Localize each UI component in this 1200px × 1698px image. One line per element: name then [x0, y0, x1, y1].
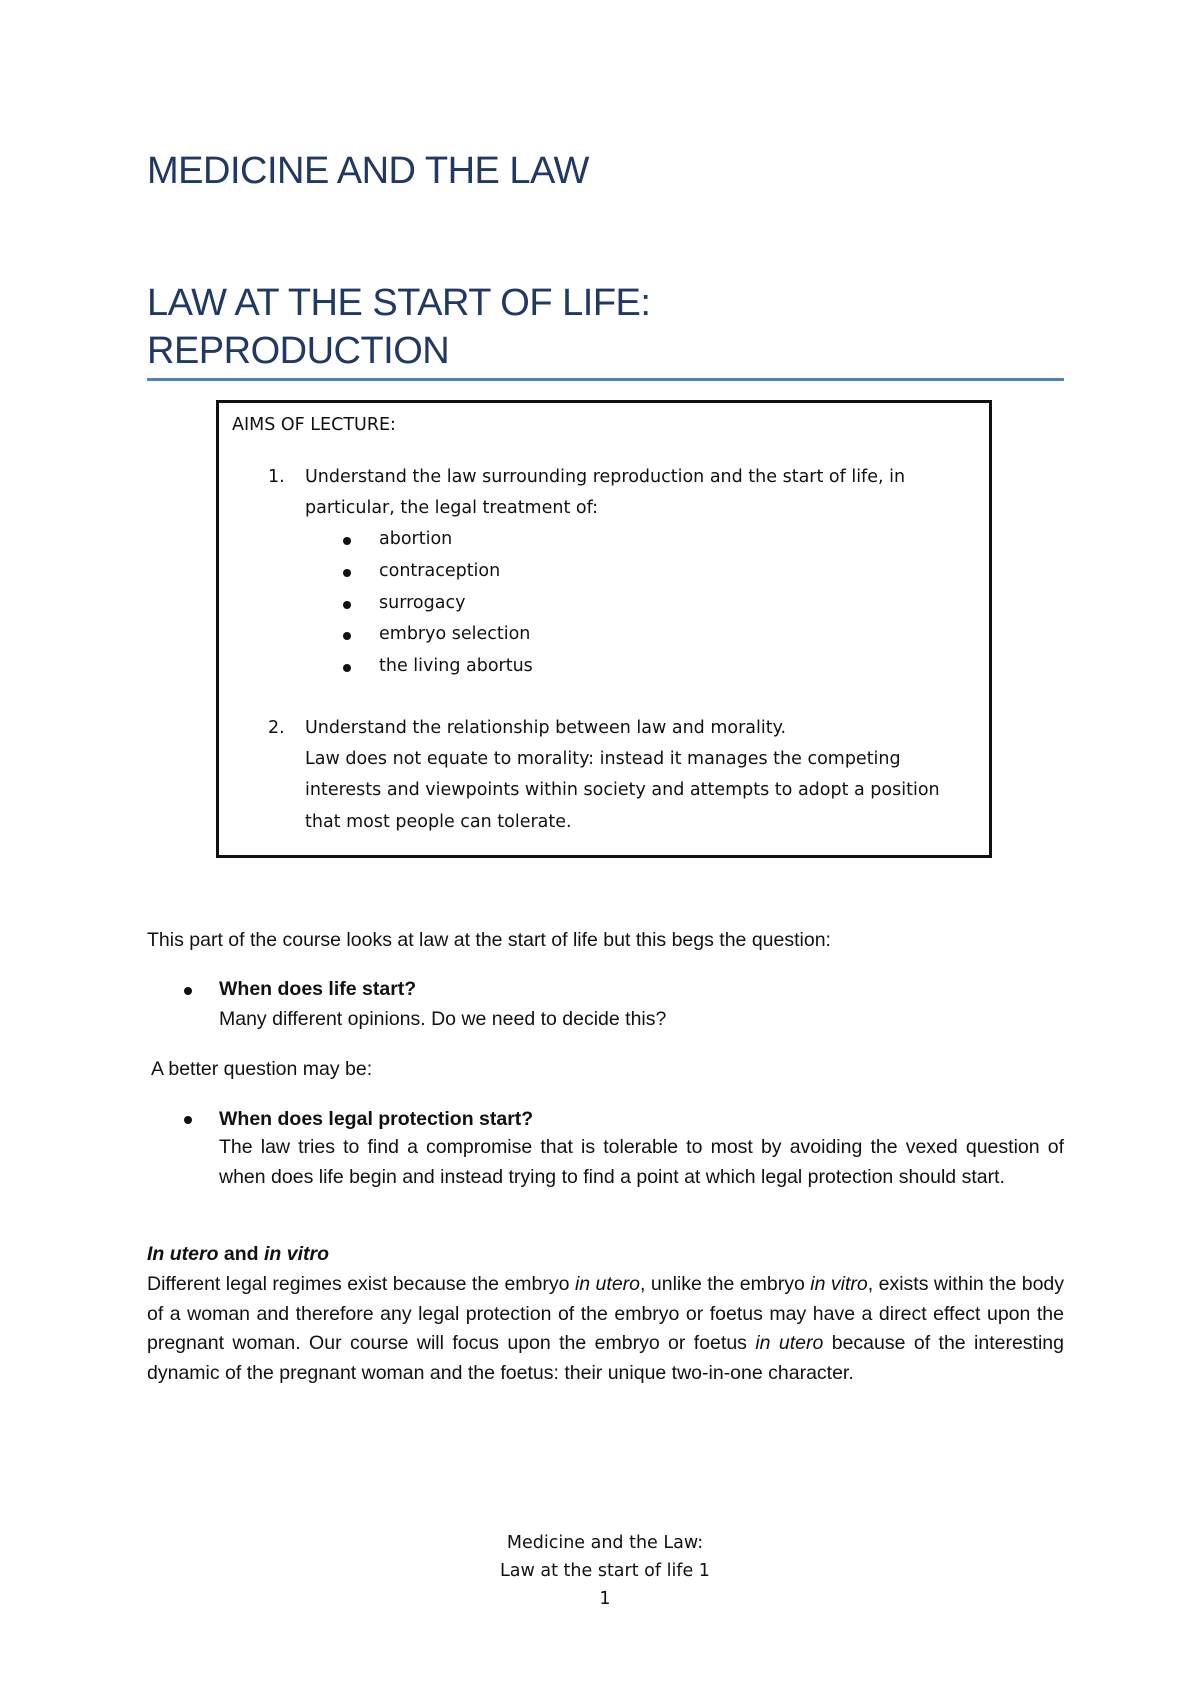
paragraph-italic: in utero [574, 1273, 641, 1295]
page-number: 1 [599, 1589, 611, 1609]
footer-line1: Medicine and the Law: [506, 1533, 704, 1553]
aims-heading: AIMS OF LECTURE: [232, 415, 396, 435]
aims-item2-number: 2. [268, 718, 285, 738]
bullet-icon [343, 537, 351, 545]
paragraph-italic: in utero [755, 1332, 824, 1354]
paragraph-text: Different legal regimes exist because the embryo [147, 1273, 575, 1295]
bullet-icon [343, 632, 351, 640]
section-title-line2: REPRODUCTION [147, 330, 450, 372]
in-utero-paragraph [147, 1270, 1064, 1388]
heading-and: and [218, 1243, 265, 1265]
aims-bullet-living-abortus: the living abortus [379, 656, 533, 676]
aims-item1-line1: Understand the law surrounding reproduction and the start of life, in [305, 467, 906, 487]
aims-bullet-embryo-selection: embryo selection [379, 624, 531, 644]
aims-item2-line1: Understand the relationship between law and morality. [305, 718, 787, 738]
section-heading-in-utero-in-vitro [147, 1243, 329, 1266]
question-life-start-answer: Many different opinions. Do we need to decide this? [219, 1008, 667, 1030]
bullet-icon [184, 987, 192, 995]
aims-bullet-abortion: abortion [379, 529, 453, 549]
question-legal-protection: When does legal protection start? [219, 1108, 534, 1130]
heading-in-vitro: in vitro [264, 1243, 330, 1265]
bullet-icon [343, 664, 351, 672]
aims-item2-line4: that most people can tolerate. [305, 812, 572, 832]
question-life-start: When does life start? [219, 978, 417, 1000]
aims-item1-line2: particular, the legal treatment of: [305, 498, 599, 518]
paragraph-text: , unlike the embryo [640, 1273, 811, 1295]
bullet-icon [343, 601, 351, 609]
aims-item1-number: 1. [268, 467, 285, 487]
bullet-icon [343, 569, 351, 577]
title-divider [147, 378, 1064, 381]
better-question-text: A better question may be: [151, 1058, 373, 1080]
intro-paragraph: This part of the course looks at law at the start of life but this begs the question: [147, 929, 831, 951]
aims-bullet-contraception: contraception [379, 561, 501, 581]
bullet-icon [184, 1116, 192, 1124]
aims-box [216, 400, 992, 858]
heading-in-utero: In utero [147, 1243, 219, 1265]
footer-line2: Law at the start of life 1 [500, 1561, 710, 1581]
aims-item2-line3: interests and viewpoints within society and attempts to adopt a position [305, 780, 940, 800]
paragraph-text: , exists within the body of a woman and therefore any legal protection of the embryo or foetus may have a direct effect upon the pregnant woman. Our course will focus upon the embryo or foetus [147, 1273, 1065, 1354]
aims-item2-line2: Law does not equate to morality: instead it manages the competing [305, 749, 901, 769]
paragraph-italic: in vitro [810, 1273, 868, 1295]
document-title: MEDICINE AND THE LAW [147, 150, 589, 192]
question-legal-protection-answer: The law tries to find a compromise that is tolerable to most by avoiding the vexed question of when does life begin and instead trying to find a point at which legal protection should start. [219, 1136, 1064, 1188]
paragraph-text: because of the interesting dynamic of the pregnant woman and the foetus: their unique two-in-one character. [147, 1332, 1064, 1384]
aims-bullet-surrogacy: surrogacy [379, 593, 466, 613]
section-title-line1: LAW AT THE START OF LIFE: [147, 282, 651, 324]
